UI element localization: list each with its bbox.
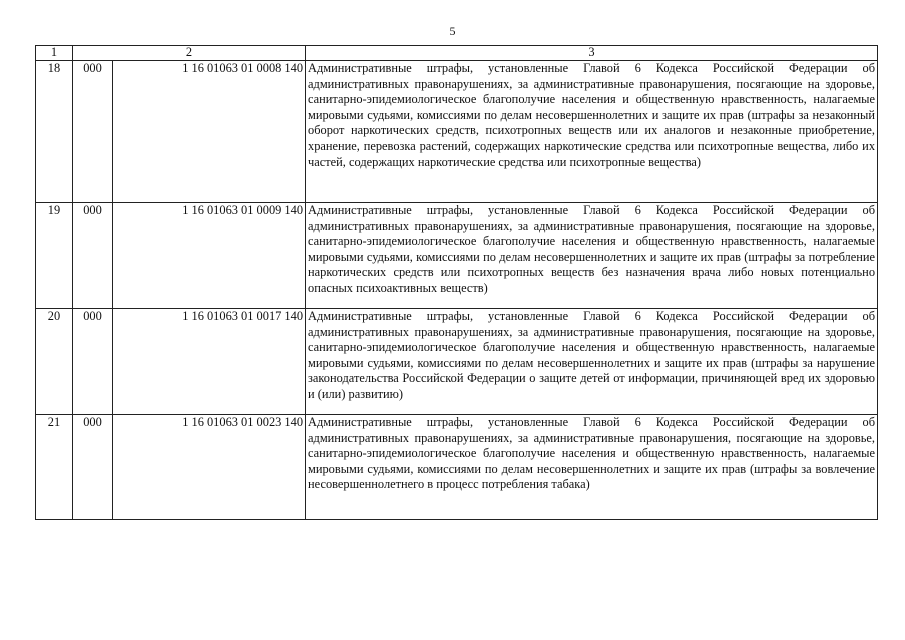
table-row xyxy=(36,203,878,309)
table-row xyxy=(36,61,878,203)
admin-code: 000 xyxy=(73,415,113,520)
table-header-row xyxy=(36,46,878,61)
income-description: Административные штрафы, установленные Главой 6 Кодекса Российской Федерации об административных правонарушениях, за административные правонарушения, посягающие на здоровье, санитарно-эпидемиологическое благополучие населения и общественную нравственность, налагаемые мировыми судьями, комиссиями по делам несовершеннолетних и защите их прав (штрафы за вовлечение несовершеннолетнего в процесс потребления табака) xyxy=(306,415,878,520)
row-number: 21 xyxy=(36,415,73,520)
budget-code-table xyxy=(35,45,878,520)
header-cell-3: 3 xyxy=(306,46,878,61)
row-number: 18 xyxy=(36,61,73,203)
income-description: Административные штрафы, установленные Главой 6 Кодекса Российской Федерации об административных правонарушениях, за административные правонарушения, посягающие на здоровье, санитарно-эпидемиологическое благополучие населения и общественную нравственность, налагаемые мировыми судьями, комиссиями по делам несовершеннолетних и защите их прав (штрафы за потребление наркотических средств или психотропных веществ без назначения врача либо новых потенциально опасных психоактивных веществ) xyxy=(306,203,878,309)
table-row xyxy=(36,309,878,415)
row-number: 20 xyxy=(36,309,73,415)
admin-code: 000 xyxy=(73,203,113,309)
header-cell-1: 1 xyxy=(36,46,73,61)
budget-classification-code: 1 16 01063 01 0008 140 xyxy=(113,61,306,203)
income-description: Административные штрафы, установленные Главой 6 Кодекса Российской Федерации об административных правонарушениях, за административные правонарушения, посягающие на здоровье, санитарно-эпидемиологическое благополучие населения и общественную нравственность, налагаемые мировыми судьями, комиссиями по делам несовершеннолетних и защите их прав (штрафы за незаконный оборот наркотических средств, психотропных веществ или их аналогов и незаконные приобретение, хранение, перевозка растений, содержащих наркотические средства или психотропные вещества, либо их частей, содержащих наркотические средства или психотропные вещества) xyxy=(306,61,878,203)
budget-classification-code: 1 16 01063 01 0023 140 xyxy=(113,415,306,520)
row-number: 19 xyxy=(36,203,73,309)
income-description: Административные штрафы, установленные Главой 6 Кодекса Российской Федерации об административных правонарушениях, за административные правонарушения, посягающие на здоровье, санитарно-эпидемиологическое благополучие населения и общественную нравственность, налагаемые мировыми судьями, комиссиями по делам несовершеннолетних и защите их прав (штрафы за нарушение законодательства Российской Федерации о защите детей от информации, причиняющей вред их здоровью и (или) развитию) xyxy=(306,309,878,415)
admin-code: 000 xyxy=(73,309,113,415)
admin-code: 000 xyxy=(73,61,113,203)
budget-classification-code: 1 16 01063 01 0009 140 xyxy=(113,203,306,309)
table-row xyxy=(36,415,878,520)
header-cell-2: 2 xyxy=(73,46,306,61)
page-number: 5 xyxy=(449,24,456,38)
budget-classification-code: 1 16 01063 01 0017 140 xyxy=(113,309,306,415)
